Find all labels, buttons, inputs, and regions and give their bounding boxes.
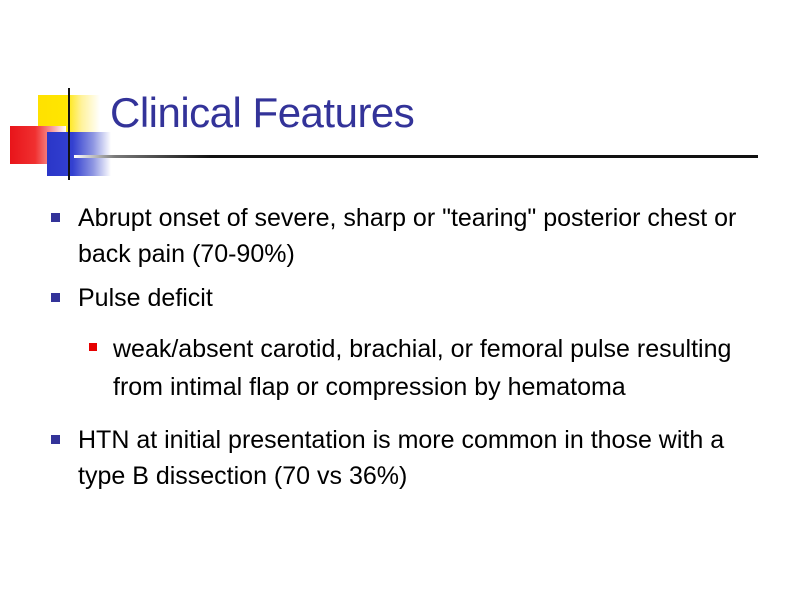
sub-bullet-item [78, 330, 768, 406]
title-underline [74, 155, 758, 158]
bullet-square-icon [51, 293, 60, 302]
blue-square-decoration [47, 132, 111, 176]
sub-bullet-square-icon [89, 343, 97, 351]
bullet-item [48, 422, 768, 494]
decorative-squares [0, 0, 120, 190]
bullet-text: Abrupt onset of severe, sharp or "tearing" posterior chest or back pain (70-90%) [78, 204, 737, 268]
bullet-text: HTN at initial presentation is more common in those with a type B dissection (70 vs 36%) [78, 426, 725, 490]
bullet-list [48, 200, 768, 502]
bullet-square-icon [51, 213, 60, 222]
sub-bullet-text: weak/absent carotid, brachial, or femoral pulse resulting from intimal flap or compression by hematoma [113, 335, 732, 401]
bullet-square-icon [51, 435, 60, 444]
bullet-text: Pulse deficit [78, 284, 213, 312]
decorative-vertical-line [68, 88, 70, 180]
bullet-item [48, 280, 768, 406]
sub-bullet-list [78, 330, 768, 406]
bullet-item [48, 200, 768, 272]
slide-title: Clinical Features [110, 89, 415, 136]
